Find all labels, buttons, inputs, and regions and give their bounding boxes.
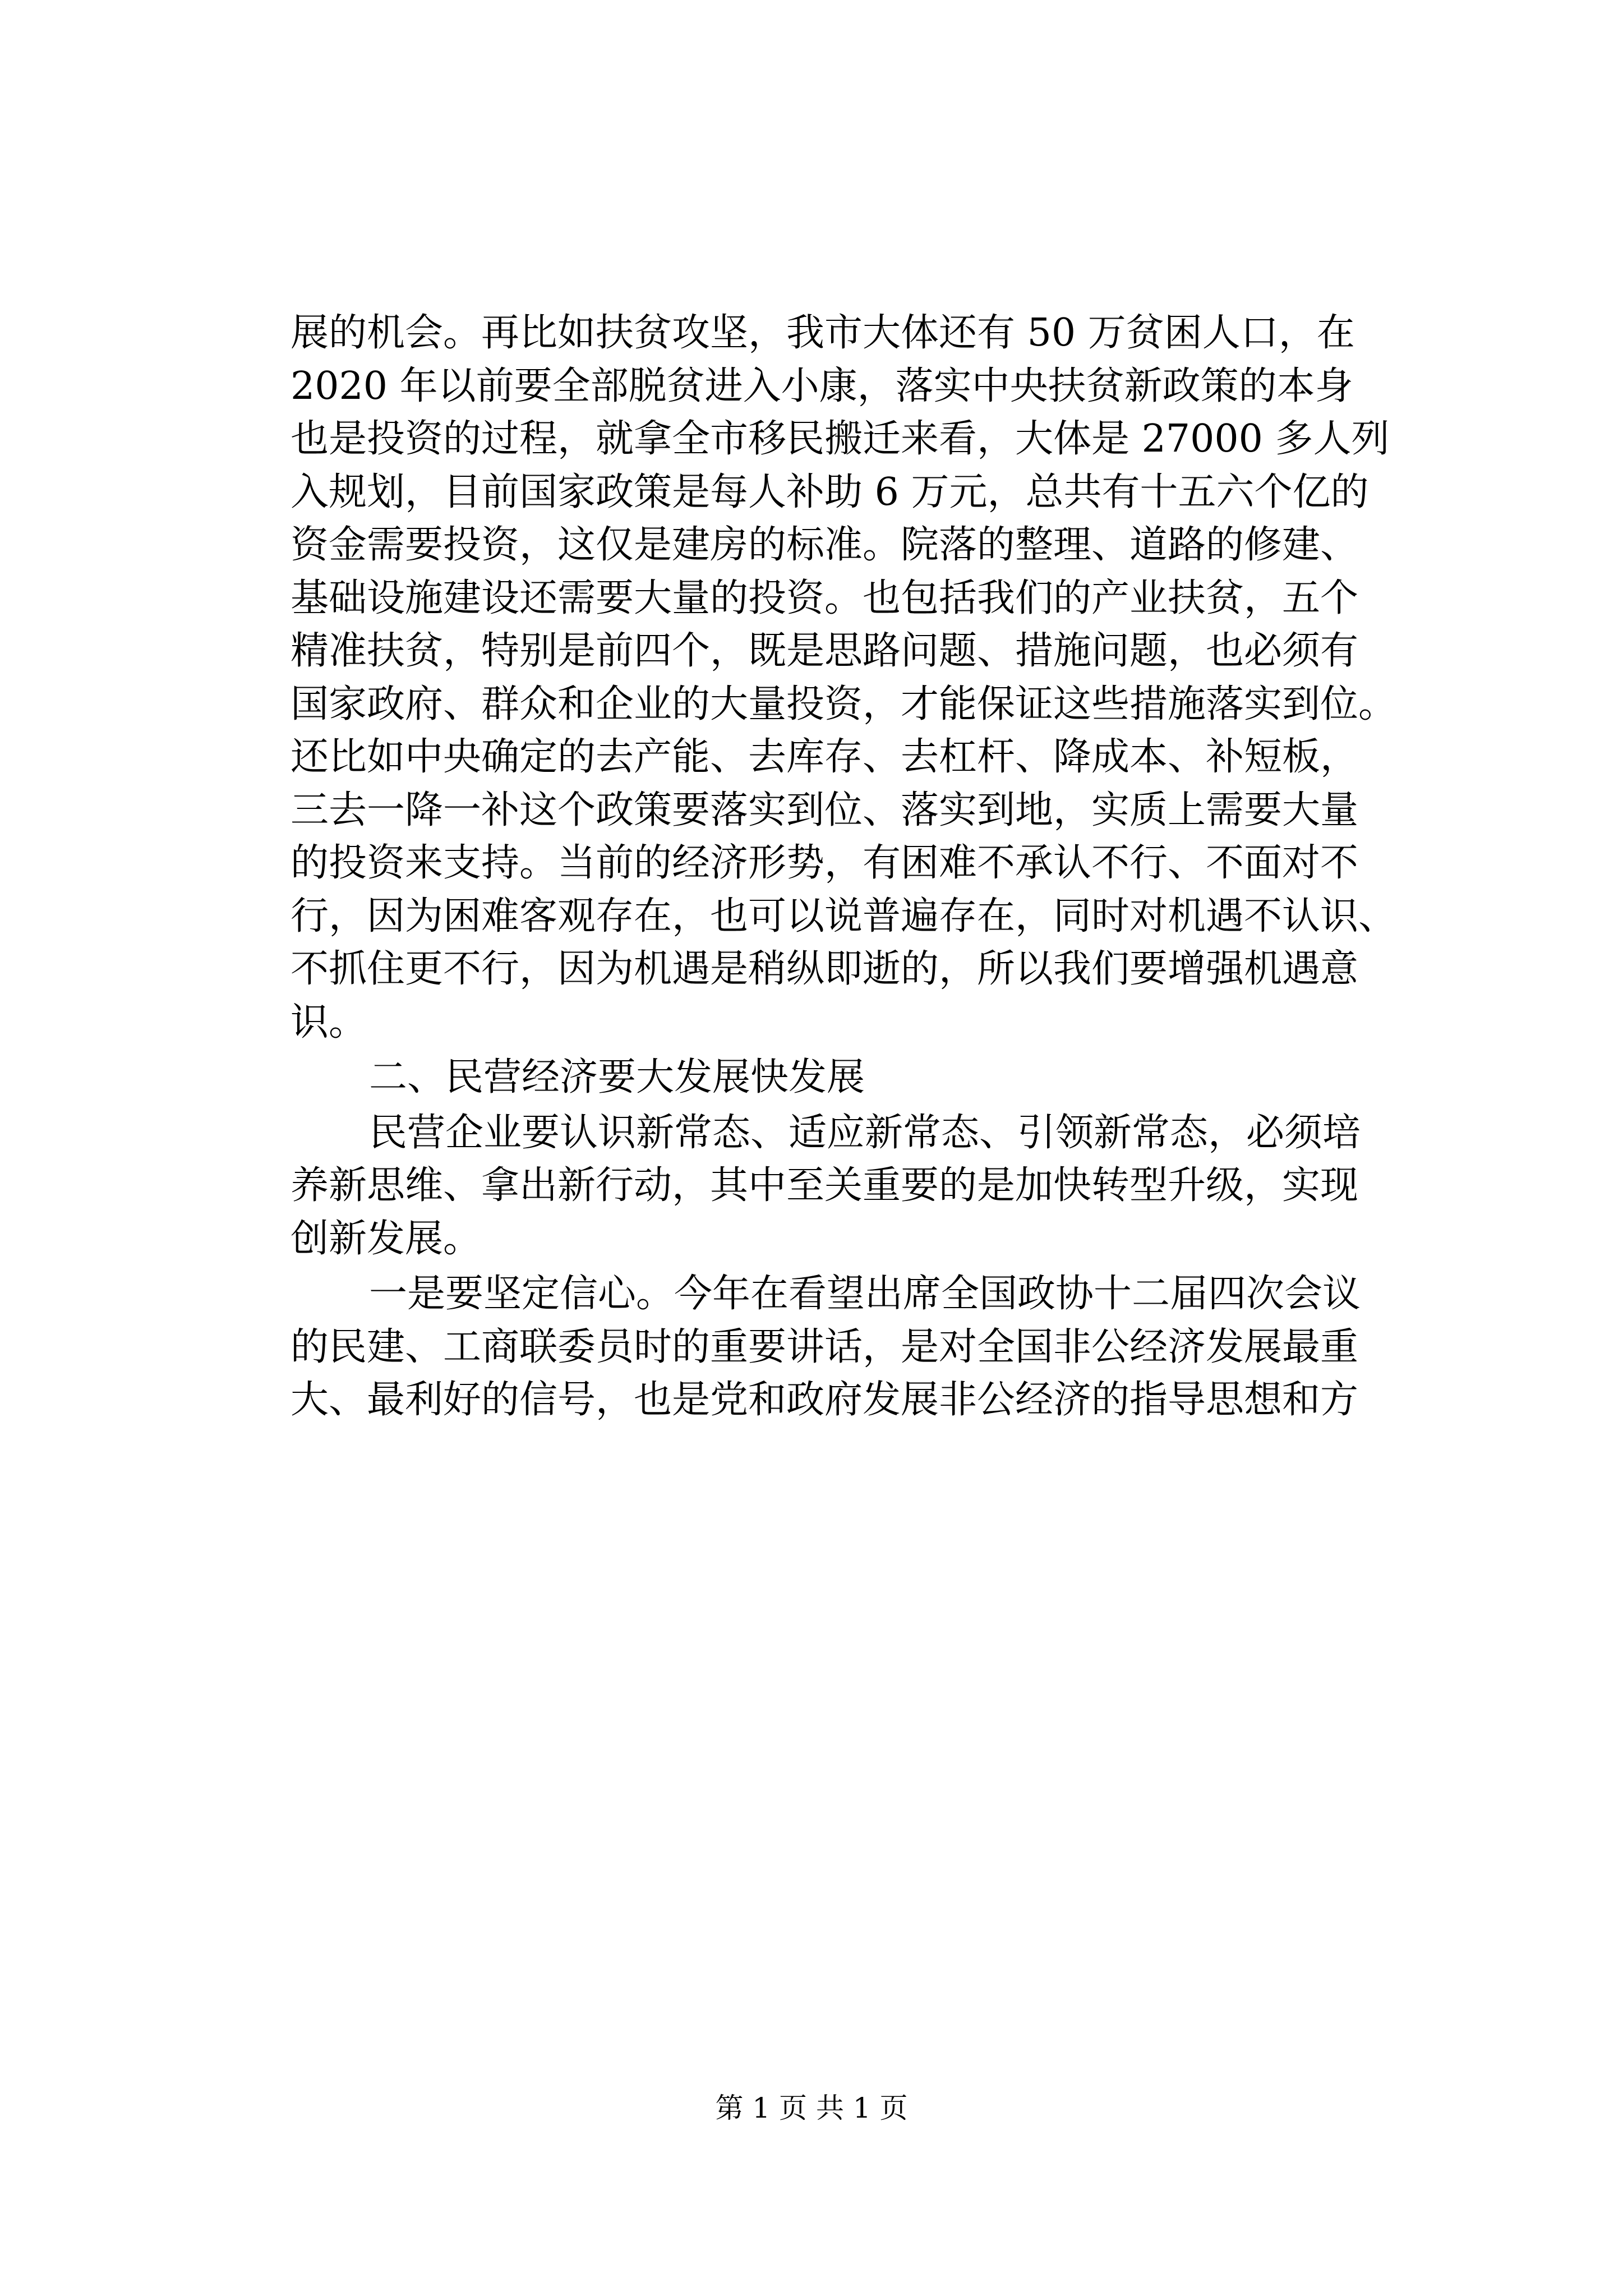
text-line: 创新发展。 — [291, 1216, 482, 1261]
text-line: 国家政府、群众和企业的大量投资，才能保证这些措施落实到位。 — [291, 682, 1397, 726]
text-line: 也是投资的过程，就拿全市移民搬迁来看，大体是 27000 多人列 — [291, 417, 1390, 461]
text-line: 识。 — [291, 1000, 367, 1045]
text-line: 入规划，目前国家政策是每人补助 6 万元，总共有十五六个亿的 — [291, 470, 1369, 514]
text-line: 民营企业要认识新常态、适应新常态、引领新常态，必须培 — [369, 1110, 1361, 1155]
text-line: 二、民营经济要大发展快发展 — [369, 1055, 865, 1099]
text-line: 养新思维、拿出新行动，其中至关重要的是加快转型升级，实现 — [291, 1163, 1359, 1208]
text-line: 基础设施建设还需要大量的投资。也包括我们的产业扶贫，五个 — [291, 576, 1359, 620]
document-body — [291, 307, 1397, 1427]
text-line: 资金需要投资，这仅是建房的标准。院落的整理、道路的修建、 — [291, 523, 1359, 567]
text-line: 三去一降一补这个政策要落实到位、落实到地，实质上需要大量 — [291, 788, 1359, 832]
text-line: 一是要坚定信心。今年在看望出席全国政协十二届四次会议 — [369, 1272, 1361, 1316]
text-line: 的投资来支持。当前的经济形势，有困难不承认不行、不面对不 — [291, 841, 1359, 885]
text-line: 展的机会。再比如扶贫攻坚，我市大体还有 50 万贫困人口，在 — [291, 311, 1355, 355]
text-line: 大、最利好的信号，也是党和政府发展非公经济的指导思想和方 — [291, 1378, 1359, 1422]
text-line: 行，因为困难客观存在，也可以说普遍存在，同时对机遇不认识、 — [291, 894, 1397, 938]
page-footer: 第 1 页 共 1 页 — [715, 2092, 908, 2124]
text-line: 不抓住更不行，因为机遇是稍纵即逝的，所以我们要增强机遇意 — [291, 947, 1359, 991]
text-line: 的民建、工商联委员时的重要讲话，是对全国非公经济发展最重 — [291, 1324, 1359, 1369]
text-line: 2020 年以前要全部脱贫进入小康，落实中央扶贫新政策的本身 — [291, 364, 1353, 408]
text-line: 还比如中央确定的去产能、去库存、去杠杆、降成本、补短板， — [291, 735, 1359, 779]
text-line: 精准扶贫，特别是前四个，既是思路问题、措施问题，也必须有 — [291, 629, 1359, 673]
